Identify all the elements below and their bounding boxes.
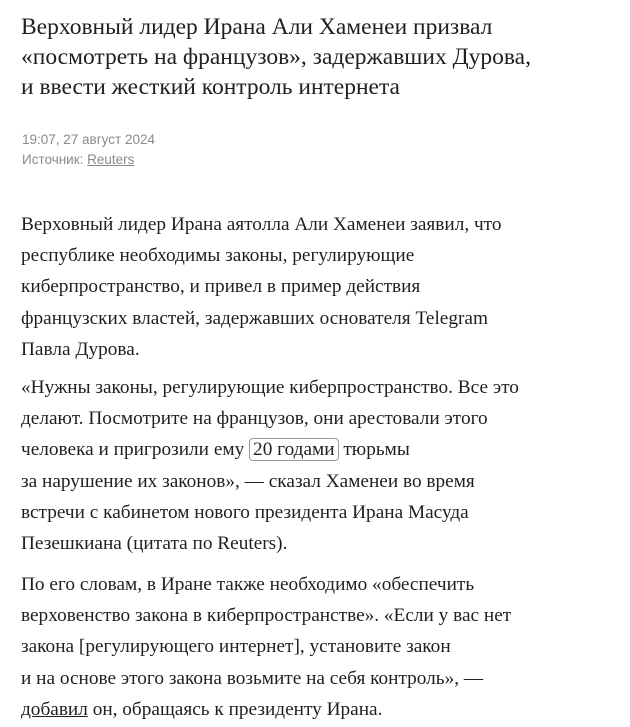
paragraph-intro: [21, 209, 621, 365]
text-line: Пезешкиана (цитата по Reuters).: [21, 533, 288, 555]
text-line: тюрьмы: [338, 439, 410, 461]
text-line: «Нужны законы, регулирующие киберпространство. Все это: [21, 377, 519, 398]
text-line: верховенство закона в киберпространстве». «Если у вас нет: [21, 605, 512, 627]
article-headline: [21, 12, 611, 102]
highlighted-term[interactable]: 20 годами: [249, 438, 339, 461]
source-line: [22, 150, 155, 170]
publish-datetime: 19:07, 27 август 2024: [22, 132, 155, 147]
text-line: делают. Посмотрите на французов, они арестовали этого: [21, 408, 488, 430]
text-line: и на основе этого закона возьмите на себя контроль», —: [21, 667, 484, 689]
text-line: французских властей, задержавших основателя Telegram: [21, 307, 488, 329]
text-line: он, обращаясь к президенту Ирана.: [87, 698, 383, 720]
paragraph-quote: [21, 372, 621, 559]
text-line: киберпространство, и привел в пример действия: [21, 276, 421, 298]
text-line: встречи с кабинетом нового президента Ирана Масуда: [21, 501, 469, 523]
added-link[interactable]: добавил: [21, 698, 88, 720]
text-line: республике необходимы законы, регулирующие: [21, 245, 415, 267]
paragraph-conclusion: [21, 569, 621, 725]
text-line: человека и пригрозили ему: [21, 439, 250, 461]
text-line: Павла Дурова.: [21, 338, 140, 360]
headline-line: Верховный лидер Ирана Али Хаменеи призвал: [21, 14, 493, 40]
headline-line: и ввести жесткий контроль интернета: [21, 74, 400, 100]
text-line: закона [регулирующего интернет], установите закон: [21, 636, 451, 658]
text-line: Верховный лидер Ирана аятолла Али Хаменеи заявил, что: [21, 214, 502, 235]
source-label: Источник:: [22, 152, 88, 167]
article-meta: [22, 130, 155, 170]
headline-line: «посмотреть на французов», задержавших Дурова,: [21, 44, 531, 70]
text-line: По его словам, в Иране также необходимо «обеспечить: [21, 574, 475, 595]
source-link[interactable]: Reuters: [87, 152, 135, 167]
text-line: за нарушение их законов», — сказал Хаменеи во время: [21, 470, 475, 492]
